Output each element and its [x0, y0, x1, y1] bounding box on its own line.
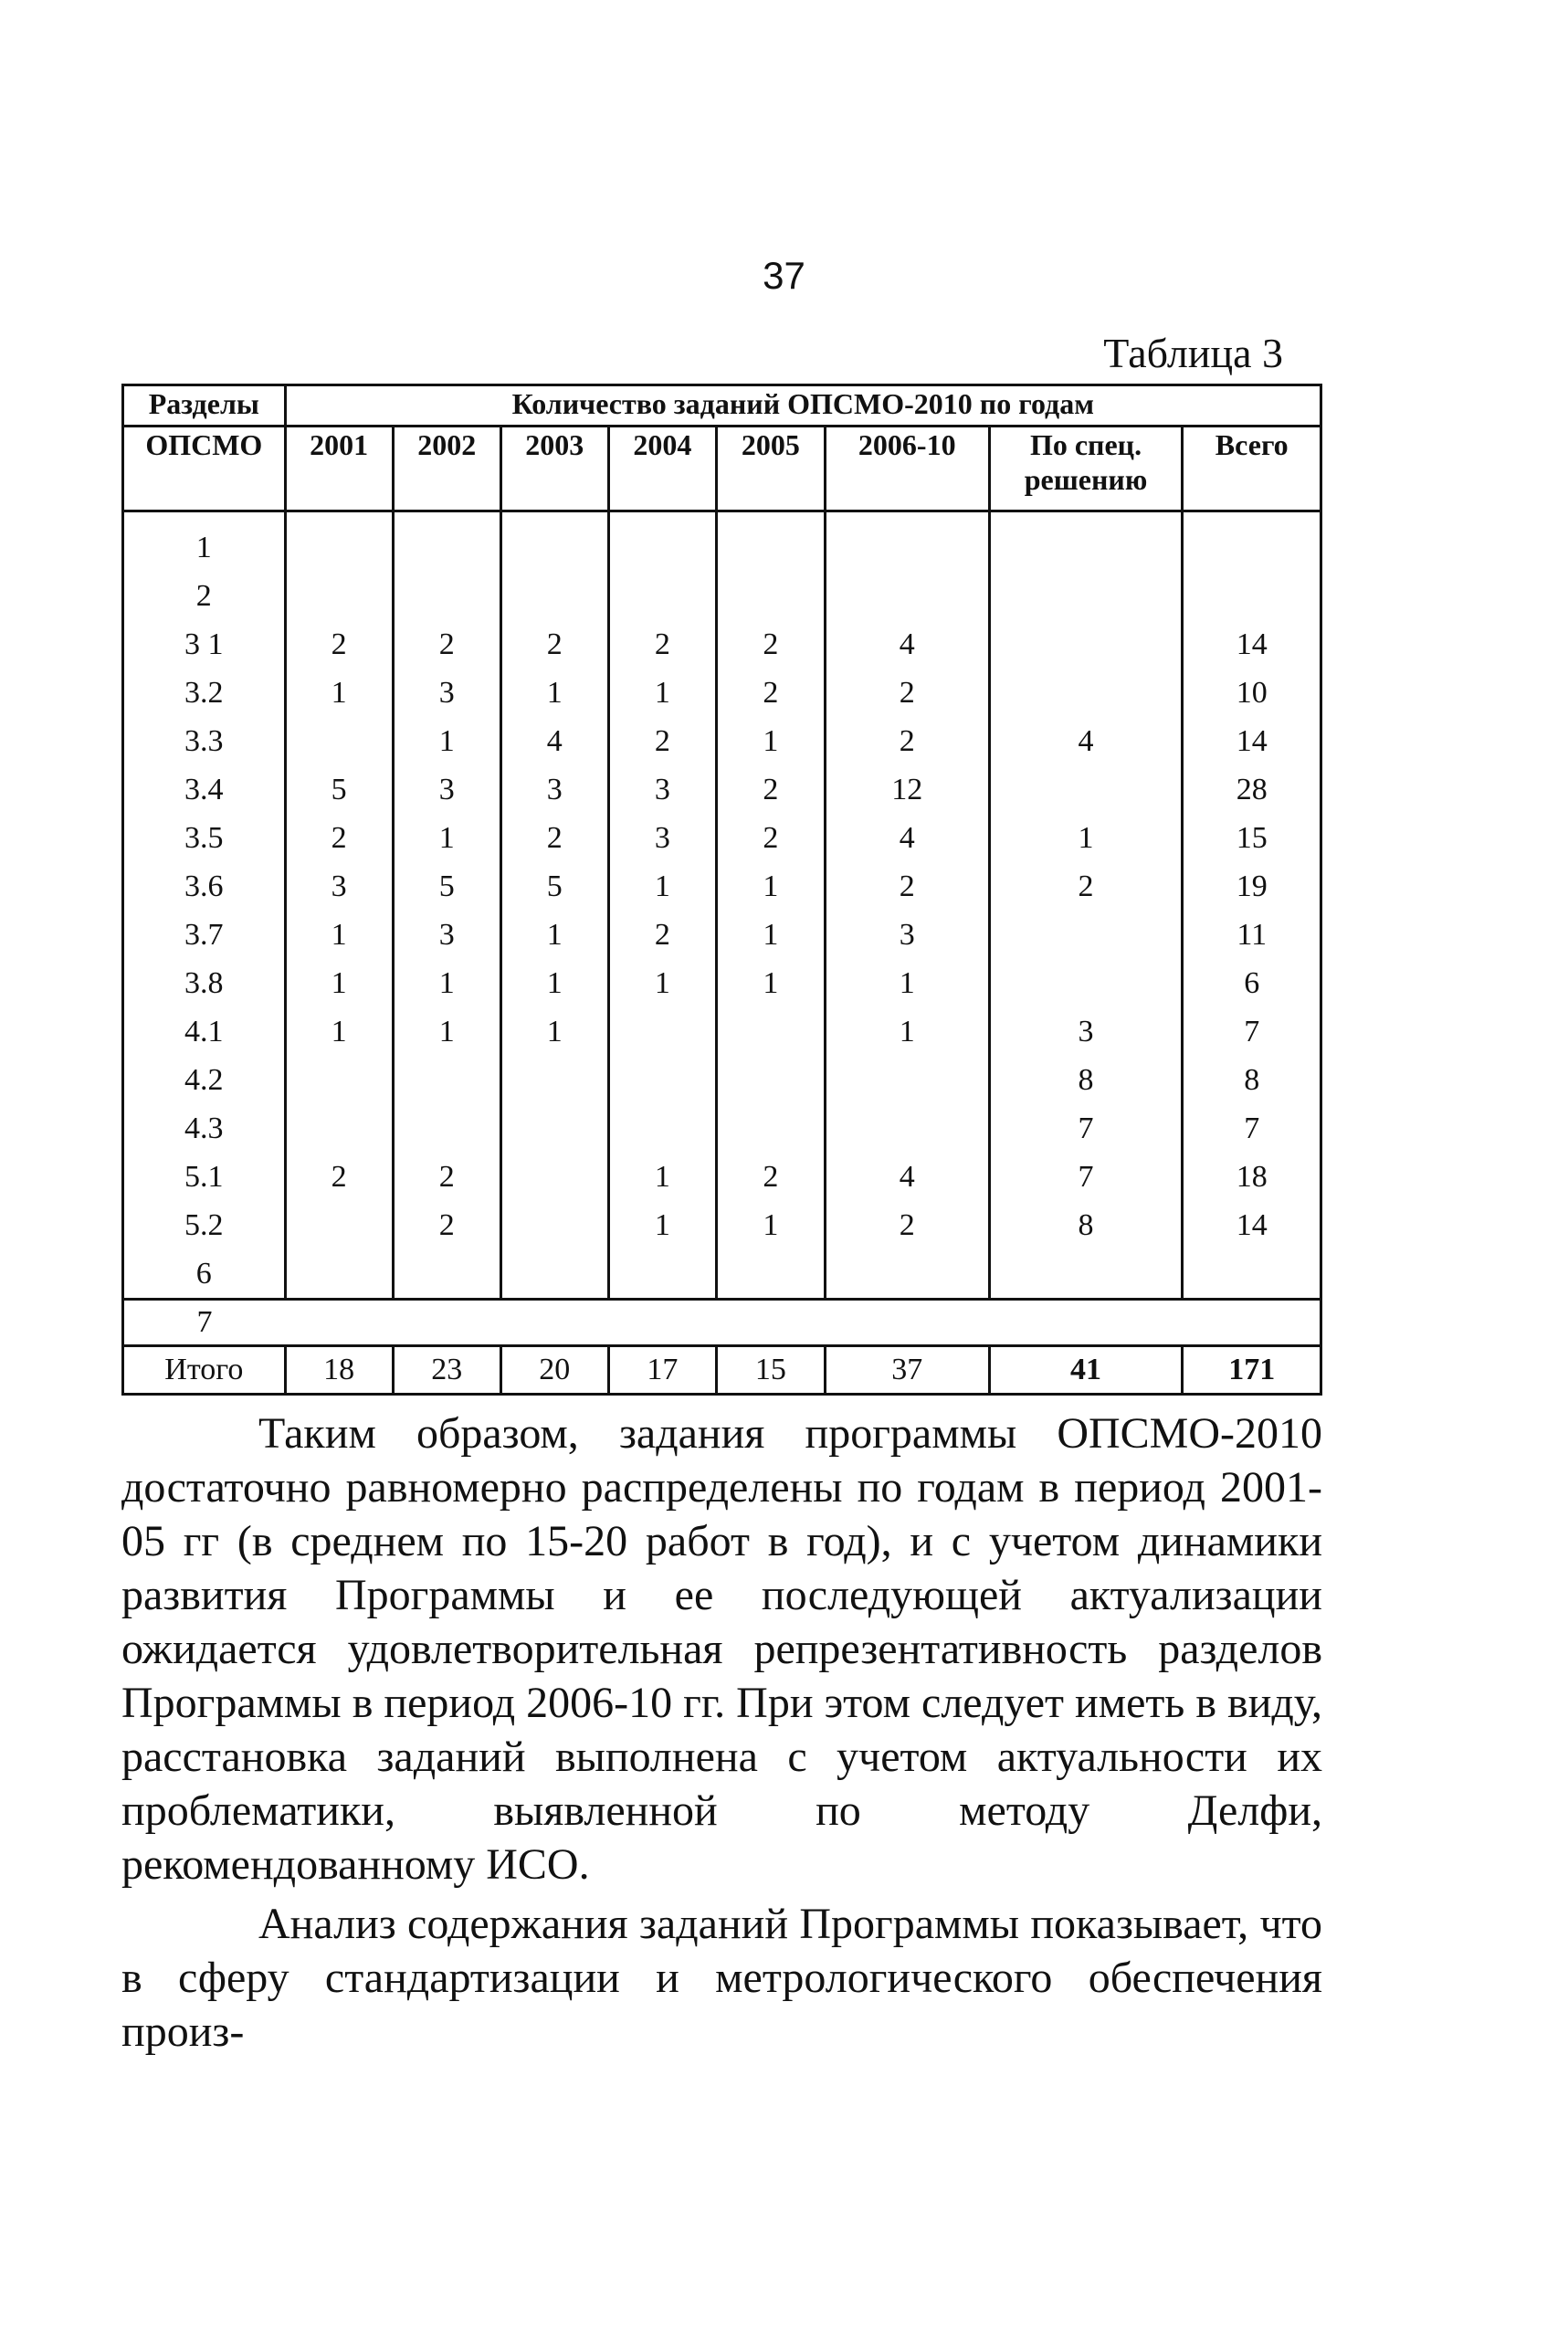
- totals-cell: 18: [285, 1346, 393, 1395]
- table-row: [123, 1104, 1321, 1153]
- count-cell: 2: [500, 814, 608, 862]
- totals-cell: 20: [500, 1346, 608, 1395]
- count-cell: [393, 1249, 500, 1300]
- table-row: [123, 911, 1321, 959]
- table-row: [123, 814, 1321, 862]
- count-cell: 1: [608, 862, 716, 911]
- count-cell: 2: [285, 620, 393, 669]
- count-cell: [989, 765, 1183, 814]
- count-cell: 7: [1183, 1007, 1321, 1056]
- count-cell: 1: [500, 1007, 608, 1056]
- count-cell: 3: [393, 669, 500, 717]
- count-cell: [500, 1104, 608, 1153]
- count-cell: 1: [393, 1007, 500, 1056]
- count-cell: 1: [608, 1201, 716, 1249]
- section-cell: 3.8: [184, 966, 224, 1000]
- count-cell: [1183, 1249, 1321, 1300]
- totals-cell: 41: [989, 1346, 1183, 1395]
- count-cell: 7: [1183, 1104, 1321, 1153]
- count-cell: 5: [285, 765, 393, 814]
- count-cell: [500, 523, 608, 572]
- count-cell: [285, 1201, 393, 1249]
- count-cell: 3: [393, 765, 500, 814]
- count-cell: [716, 1007, 825, 1056]
- count-cell: [608, 1056, 716, 1104]
- table-body: [123, 511, 1321, 1300]
- count-cell: [500, 1153, 608, 1201]
- count-cell: [1183, 523, 1321, 572]
- count-cell: [825, 572, 989, 620]
- count-cell: 2: [716, 1153, 825, 1201]
- count-cell: 2: [825, 862, 989, 911]
- table-row: [123, 862, 1321, 911]
- totals-cell: 37: [825, 1346, 989, 1395]
- count-cell: 2: [608, 911, 716, 959]
- totals-label: Итого: [123, 1346, 286, 1395]
- count-cell: [393, 1056, 500, 1104]
- count-cell: 2: [825, 669, 989, 717]
- section-cell: 3.5: [184, 821, 224, 855]
- count-cell: [500, 1201, 608, 1249]
- totals-row: [123, 1346, 1321, 1395]
- count-cell: [716, 1104, 825, 1153]
- count-cell: [825, 523, 989, 572]
- count-cell: 1: [716, 717, 825, 765]
- table-row-7: [123, 1300, 1321, 1346]
- table-footer: [123, 1300, 1321, 1395]
- count-cell: [825, 1056, 989, 1104]
- table-row: [123, 523, 1321, 572]
- count-cell: 1: [393, 959, 500, 1007]
- count-cell: [500, 572, 608, 620]
- count-cell: 2: [285, 1153, 393, 1201]
- table-row: [123, 620, 1321, 669]
- count-cell: 2: [716, 620, 825, 669]
- count-cell: 8: [989, 1201, 1183, 1249]
- count-cell: [608, 1104, 716, 1153]
- count-cell: [1183, 572, 1321, 620]
- count-cell: [285, 1249, 393, 1300]
- section-cell: 4.3: [184, 1112, 224, 1145]
- count-cell: [989, 572, 1183, 620]
- count-cell: 1: [716, 959, 825, 1007]
- count-cell: 2: [393, 1201, 500, 1249]
- count-cell: [608, 1007, 716, 1056]
- count-cell: 1: [608, 1153, 716, 1201]
- table-row: [123, 1007, 1321, 1056]
- table-caption: Таблица 3: [1103, 330, 1283, 376]
- section-cell: 3.2: [184, 676, 224, 710]
- count-cell: [716, 1056, 825, 1104]
- table-row: [123, 1056, 1321, 1104]
- count-cell: 6: [1183, 959, 1321, 1007]
- section-cell: 5.1: [184, 1160, 224, 1194]
- count-cell: 3: [825, 911, 989, 959]
- table-row: [123, 1249, 1321, 1300]
- section-cell: 1: [195, 531, 212, 564]
- header-year: 2006-10: [825, 427, 989, 511]
- section-cell: 3.6: [184, 869, 224, 903]
- section-cell: 3.7: [184, 918, 224, 952]
- header-year: 2001: [285, 427, 393, 511]
- count-cell: 1: [285, 911, 393, 959]
- count-cell: 2: [989, 862, 1183, 911]
- count-cell: 4: [825, 620, 989, 669]
- count-cell: 12: [825, 765, 989, 814]
- count-cell: [285, 717, 393, 765]
- count-cell: [393, 523, 500, 572]
- data-table: [121, 384, 1322, 1396]
- count-cell: 1: [825, 1007, 989, 1056]
- header-total: Всего: [1183, 427, 1321, 511]
- header-year: 2005: [716, 427, 825, 511]
- count-cell: 3: [285, 862, 393, 911]
- header-section-line2: ОПСМО: [123, 427, 286, 511]
- count-cell: 2: [285, 814, 393, 862]
- count-cell: 1: [716, 911, 825, 959]
- count-cell: 2: [825, 1201, 989, 1249]
- count-cell: [608, 572, 716, 620]
- count-cell: [716, 572, 825, 620]
- count-cell: [608, 1249, 716, 1300]
- count-cell: [989, 1249, 1183, 1300]
- count-cell: 3: [608, 765, 716, 814]
- count-cell: 2: [500, 620, 608, 669]
- count-cell: 1: [608, 669, 716, 717]
- count-cell: [716, 523, 825, 572]
- paragraph: Таким образом, задания программы ОПСМО-2010 достаточно равномерно распределены по годам в период 2001-05 гг (в среднем по 15-20 работ в год), и с учетом динамики развития Программы и ее последующей актуализации ожидается удовлетворительная репрезентативность разделов Программы в период 2006-10 гг. При этом следует иметь в виду, расстановка заданий выполнена с учетом актуальности их проблематики, выявленной по методу Делфи, рекомендованному ИСО.: [121, 1409, 1322, 1889]
- count-cell: 2: [825, 717, 989, 765]
- count-cell: 10: [1183, 669, 1321, 717]
- count-cell: 19: [1183, 862, 1321, 911]
- count-cell: 2: [608, 620, 716, 669]
- count-cell: [285, 1056, 393, 1104]
- count-cell: [825, 1249, 989, 1300]
- count-cell: 18: [1183, 1153, 1321, 1201]
- totals-cell: 17: [608, 1346, 716, 1395]
- count-cell: 2: [716, 765, 825, 814]
- count-cell: 8: [989, 1056, 1183, 1104]
- paragraph: Анализ содержания заданий Программы показывает, что в сферу стандартизации и метрологического обеспечения произ-: [121, 1900, 1322, 2056]
- count-cell: 8: [1183, 1056, 1321, 1104]
- count-cell: 2: [716, 814, 825, 862]
- header-year: 2003: [500, 427, 608, 511]
- table-row: [123, 717, 1321, 765]
- count-cell: 1: [500, 911, 608, 959]
- table-row: [123, 959, 1321, 1007]
- count-cell: 5: [500, 862, 608, 911]
- header-group: Количество заданий ОПСМО-2010 по годам: [285, 385, 1321, 427]
- totals-cell: 23: [393, 1346, 500, 1395]
- section-cell: 5.2: [184, 1208, 224, 1242]
- count-cell: 5: [393, 862, 500, 911]
- count-cell: 2: [716, 669, 825, 717]
- count-cell: 4: [500, 717, 608, 765]
- count-cell: [393, 1104, 500, 1153]
- table-row: [123, 1201, 1321, 1249]
- count-cell: 3: [989, 1007, 1183, 1056]
- section-cell: 3 1: [184, 627, 224, 661]
- count-cell: [285, 572, 393, 620]
- row-7-section: 7: [123, 1300, 286, 1346]
- count-cell: [500, 1249, 608, 1300]
- count-cell: [989, 669, 1183, 717]
- section-cell: 3.4: [184, 773, 224, 806]
- count-cell: [989, 523, 1183, 572]
- count-cell: [716, 1249, 825, 1300]
- count-cell: [393, 572, 500, 620]
- count-cell: 1: [825, 959, 989, 1007]
- count-cell: 1: [285, 959, 393, 1007]
- header-year: 2002: [393, 427, 500, 511]
- totals-cell: 15: [716, 1346, 825, 1395]
- count-cell: 1: [500, 669, 608, 717]
- table-row: [123, 1153, 1321, 1201]
- count-cell: 3: [500, 765, 608, 814]
- section-cell: 3.3: [184, 724, 224, 758]
- count-cell: 1: [989, 814, 1183, 862]
- count-cell: 1: [500, 959, 608, 1007]
- count-cell: 7: [989, 1104, 1183, 1153]
- section-cell: 6: [195, 1257, 212, 1291]
- count-cell: 4: [825, 814, 989, 862]
- table-row: [123, 765, 1321, 814]
- count-cell: 14: [1183, 620, 1321, 669]
- table-row: [123, 669, 1321, 717]
- count-cell: 1: [716, 862, 825, 911]
- count-cell: [608, 523, 716, 572]
- count-cell: 1: [285, 1007, 393, 1056]
- count-cell: 14: [1183, 717, 1321, 765]
- count-cell: 3: [393, 911, 500, 959]
- count-cell: [989, 620, 1183, 669]
- count-cell: 1: [393, 814, 500, 862]
- count-cell: 2: [393, 1153, 500, 1201]
- count-cell: 11: [1183, 911, 1321, 959]
- count-cell: 3: [608, 814, 716, 862]
- count-cell: 1: [393, 717, 500, 765]
- count-cell: [825, 1104, 989, 1153]
- page-number: 37: [763, 254, 805, 297]
- count-cell: [285, 523, 393, 572]
- section-cell: 4.1: [184, 1015, 224, 1048]
- count-cell: [285, 1104, 393, 1153]
- count-cell: 28: [1183, 765, 1321, 814]
- count-cell: 1: [608, 959, 716, 1007]
- count-cell: 15: [1183, 814, 1321, 862]
- section-cell: 2: [195, 579, 212, 613]
- count-cell: 2: [608, 717, 716, 765]
- count-cell: 4: [989, 717, 1183, 765]
- totals-cell: 171: [1183, 1346, 1321, 1395]
- count-cell: 1: [716, 1201, 825, 1249]
- count-cell: [989, 911, 1183, 959]
- section-cell: 4.2: [184, 1063, 224, 1097]
- count-cell: 7: [989, 1153, 1183, 1201]
- body-text: [121, 1407, 1322, 2059]
- count-cell: 2: [393, 620, 500, 669]
- count-cell: 4: [825, 1153, 989, 1201]
- count-cell: 1: [285, 669, 393, 717]
- count-cell: [989, 959, 1183, 1007]
- header-section-line1: Разделы: [123, 385, 286, 427]
- header-year: 2004: [608, 427, 716, 511]
- count-cell: [500, 1056, 608, 1104]
- table-row: [123, 572, 1321, 620]
- header-spec: По спец. решению: [989, 427, 1183, 511]
- count-cell: 14: [1183, 1201, 1321, 1249]
